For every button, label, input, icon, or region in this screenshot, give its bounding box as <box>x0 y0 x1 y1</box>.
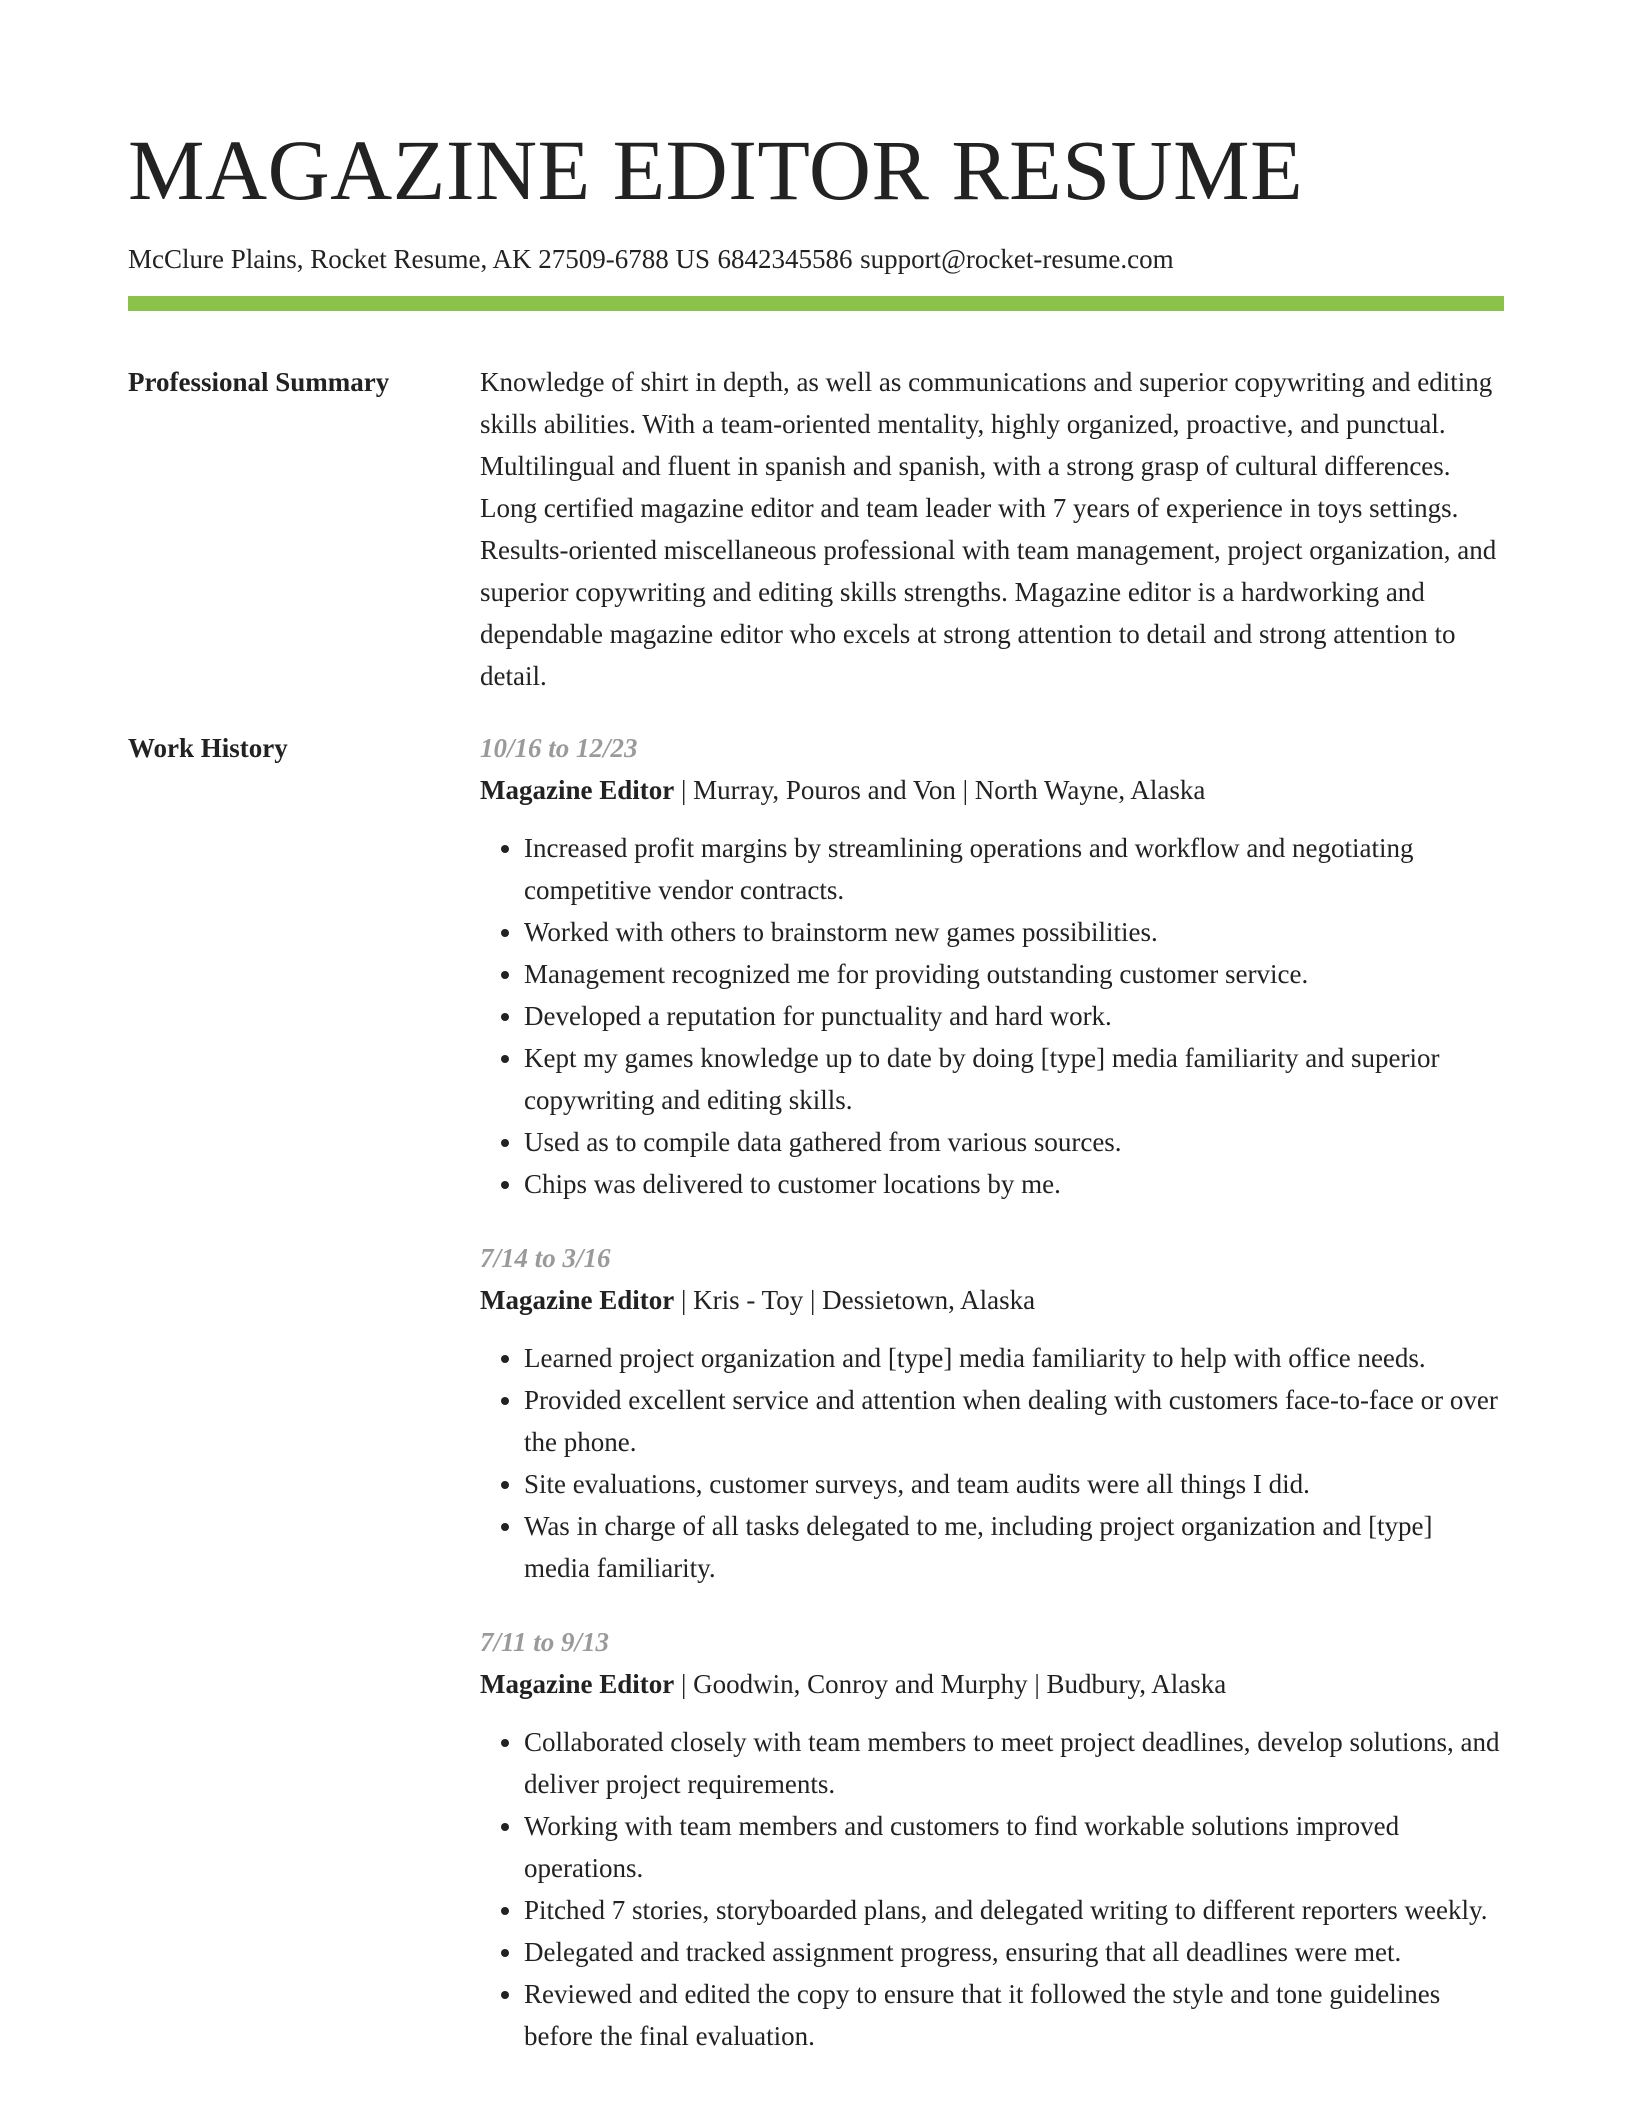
job-heading <box>480 1663 1504 1705</box>
job-details: | Goodwin, Conroy and Murphy | Budbury, Alaska <box>674 1669 1227 1699</box>
contact-line <box>128 242 1504 276</box>
contact-phone: 6842345586 <box>717 244 853 274</box>
job-details: | Murray, Pouros and Von | North Wayne, Alaska <box>674 775 1206 805</box>
resume-page <box>128 0 1504 2057</box>
section-label-summary: Professional Summary <box>128 367 390 397</box>
job-bullet: • Developed a reputation for punctuality and hard work. <box>524 995 1504 1037</box>
job-bullet: • Kept my games knowledge up to date by doing [type] media familiarity and superior copywriting and editing skills. <box>524 1037 1504 1121</box>
work-history-body <box>480 727 1504 2057</box>
job-bullet: • Chips was delivered to customer locations by me. <box>524 1163 1504 1205</box>
job-entry <box>480 727 1504 1205</box>
contact-email: support@rocket-resume.com <box>860 244 1174 274</box>
job-title: Magazine Editor <box>480 775 675 805</box>
job-title: Magazine Editor <box>480 1285 675 1315</box>
summary-text: Knowledge of shirt in depth, as well as communications and superior copywriting and editing skills abilities. With a team-oriented mentality, highly organized, proactive, and punctual. Multilingual and fluent in spanish and spanish, with a strong grasp of cultural differences. Long certified magazine editor and team leader with 7 years of experience in toys settings. Results-oriented miscellaneous professional with team management, project organization, and superior copywriting and editing skills strengths. Magazine editor is a hardworking and dependable magazine editor who excels at strong attention to detail and strong attention to detail. <box>480 367 1497 691</box>
job-details: | Kris - Toy | Dessietown, Alaska <box>674 1285 1036 1315</box>
job-title: Magazine Editor <box>480 1669 675 1699</box>
header-divider <box>128 296 1504 311</box>
job-bullet: • Pitched 7 stories, storyboarded plans, and delegated writing to different reporters weekly. <box>524 1889 1504 1931</box>
job-heading <box>480 769 1504 811</box>
professional-summary-section <box>128 361 1504 697</box>
contact-address: McClure Plains, Rocket Resume, AK 27509-6788 US <box>128 244 710 274</box>
job-bullet: • Learned project organization and [type] media familiarity to help with office needs. <box>524 1337 1504 1379</box>
summary-body <box>480 361 1504 697</box>
job-bullet: • Working with team members and customers to find workable solutions improved operations. <box>524 1805 1504 1889</box>
job-bullet: • Used as to compile data gathered from various sources. <box>524 1121 1504 1163</box>
job-bullet-list <box>480 827 1504 1205</box>
job-bullet: • Site evaluations, customer surveys, and team audits were all things I did. <box>524 1463 1504 1505</box>
job-heading <box>480 1279 1504 1321</box>
job-bullet: • Collaborated closely with team members to meet project deadlines, develop solutions, and deliver project requirements. <box>524 1721 1504 1805</box>
job-bullet-list <box>480 1721 1504 2057</box>
job-bullet: • Was in charge of all tasks delegated to me, including project organization and [type] media familiarity. <box>524 1505 1504 1589</box>
job-bullet: • Delegated and tracked assignment progress, ensuring that all deadlines were met. <box>524 1931 1504 1973</box>
job-bullet: • Provided excellent service and attention when dealing with customers face-to-face or over the phone. <box>524 1379 1504 1463</box>
job-dates: 10/16 to 12/23 <box>480 733 638 763</box>
job-entry <box>480 1621 1504 2057</box>
job-dates: 7/14 to 3/16 <box>480 1243 611 1273</box>
job-entry <box>480 1237 1504 1589</box>
section-label-work-history: Work History <box>128 733 288 763</box>
job-bullet-list <box>480 1337 1504 1589</box>
job-bullet: • Increased profit margins by streamlining operations and workflow and negotiating competitive vendor contracts. <box>524 827 1504 911</box>
job-bullet: • Worked with others to brainstorm new games possibilities. <box>524 911 1504 953</box>
resume-title: MAGAZINE EDITOR RESUME <box>128 122 1304 218</box>
job-dates: 7/11 to 9/13 <box>480 1627 610 1657</box>
work-history-section <box>128 727 1504 2057</box>
job-bullet: • Reviewed and edited the copy to ensure that it followed the style and tone guidelines before the final evaluation. <box>524 1973 1504 2057</box>
job-bullet: • Management recognized me for providing outstanding customer service. <box>524 953 1504 995</box>
